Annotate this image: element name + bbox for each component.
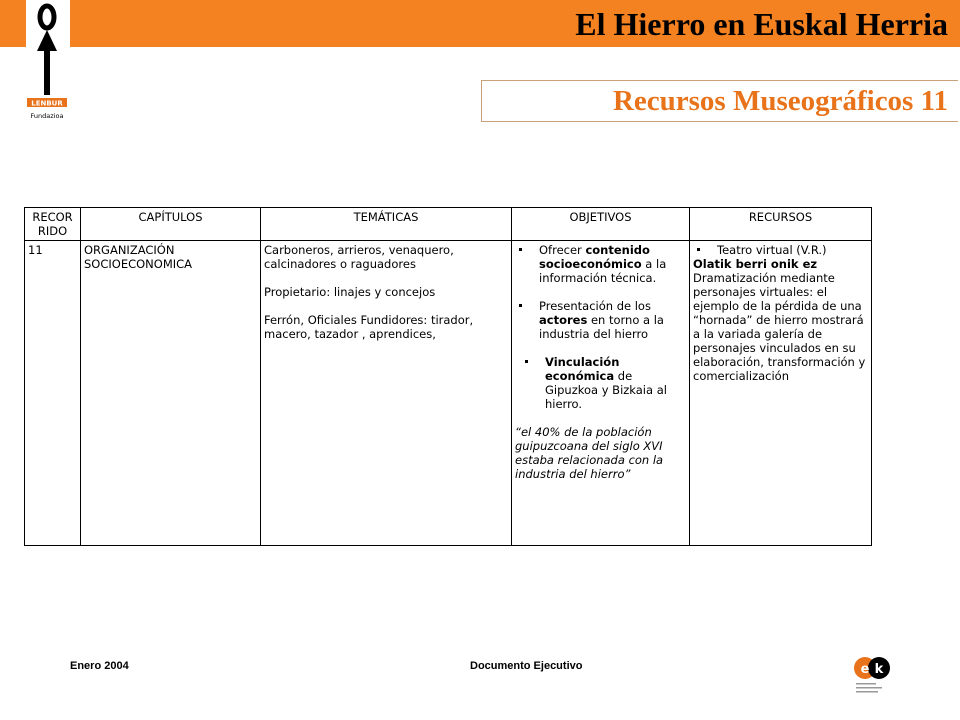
cell-recursos xyxy=(690,241,872,546)
header-recorrido: RECOR RIDO xyxy=(25,208,81,241)
cell-objetivos xyxy=(512,241,690,546)
table-row xyxy=(25,241,872,546)
cell-capitulos: ORGANIZACIÓN SOCIOECONOMICA xyxy=(81,241,261,546)
recurso-description: Dramatización mediante personajes virtuales: el ejemplo de la pérdida de una “hornada” de hierro mostrará a la variada galería de personajes vinculados en su elaboración, transformación y comercialización xyxy=(693,271,866,383)
tematica-item: Carboneros, arrieros, venaquero, calcinadores o raguadores xyxy=(264,243,454,271)
header-tematicas: TEMÁTICAS xyxy=(261,208,512,241)
cell-recorrido: 11 xyxy=(25,241,81,546)
lenbur-logo xyxy=(24,3,70,121)
table-header-row xyxy=(25,208,872,241)
svg-text:e: e xyxy=(860,662,870,677)
objetivo-item: Presentación de los actores en torno a la industria del hierro xyxy=(515,299,686,341)
objetivo-item: Vinculación económica de Gipuzkoa y Bizkaia al hierro. xyxy=(515,355,686,411)
header-capitulos: CAPÍTULOS xyxy=(81,208,261,241)
header-recursos: RECURSOS xyxy=(690,208,872,241)
footer-document: Documento Ejecutivo xyxy=(470,660,583,672)
recurso-title: Teatro virtual (V.R.) xyxy=(693,243,868,257)
kutxa-logo xyxy=(852,655,892,697)
recursos-table xyxy=(24,207,872,546)
logo-label: LENBUR xyxy=(31,99,63,108)
header-bar-left xyxy=(0,0,26,47)
header-objetivos: OBJETIVOS xyxy=(512,208,690,241)
subtitle: Recursos Museográficos 11 xyxy=(612,85,948,117)
objetivo-item: Ofrecer contenido socioeconómico a la información técnica. xyxy=(515,243,686,285)
logo-sublabel: Fundazioa xyxy=(30,112,64,120)
footer-date: Enero 2004 xyxy=(70,660,129,672)
header-bar xyxy=(70,0,960,47)
tematica-item: Ferrón, Oficiales Fundidores: tirador, macero, tazador , aprendices, xyxy=(264,313,474,341)
svg-text:k: k xyxy=(874,662,884,677)
cell-tematicas xyxy=(261,241,512,546)
recurso-subtitle: Olatik berri onik ez xyxy=(693,257,818,271)
objetivos-quote: “el 40% de la población guipuzcoana del siglo XVI estaba relacionada con la industria del hierro” xyxy=(515,425,664,481)
main-title: El Hierro en Euskal Herria xyxy=(575,6,948,42)
tematica-item: Propietario: linajes y concejos xyxy=(264,285,436,299)
subtitle-box xyxy=(481,80,958,122)
objetivos-list xyxy=(515,243,686,411)
